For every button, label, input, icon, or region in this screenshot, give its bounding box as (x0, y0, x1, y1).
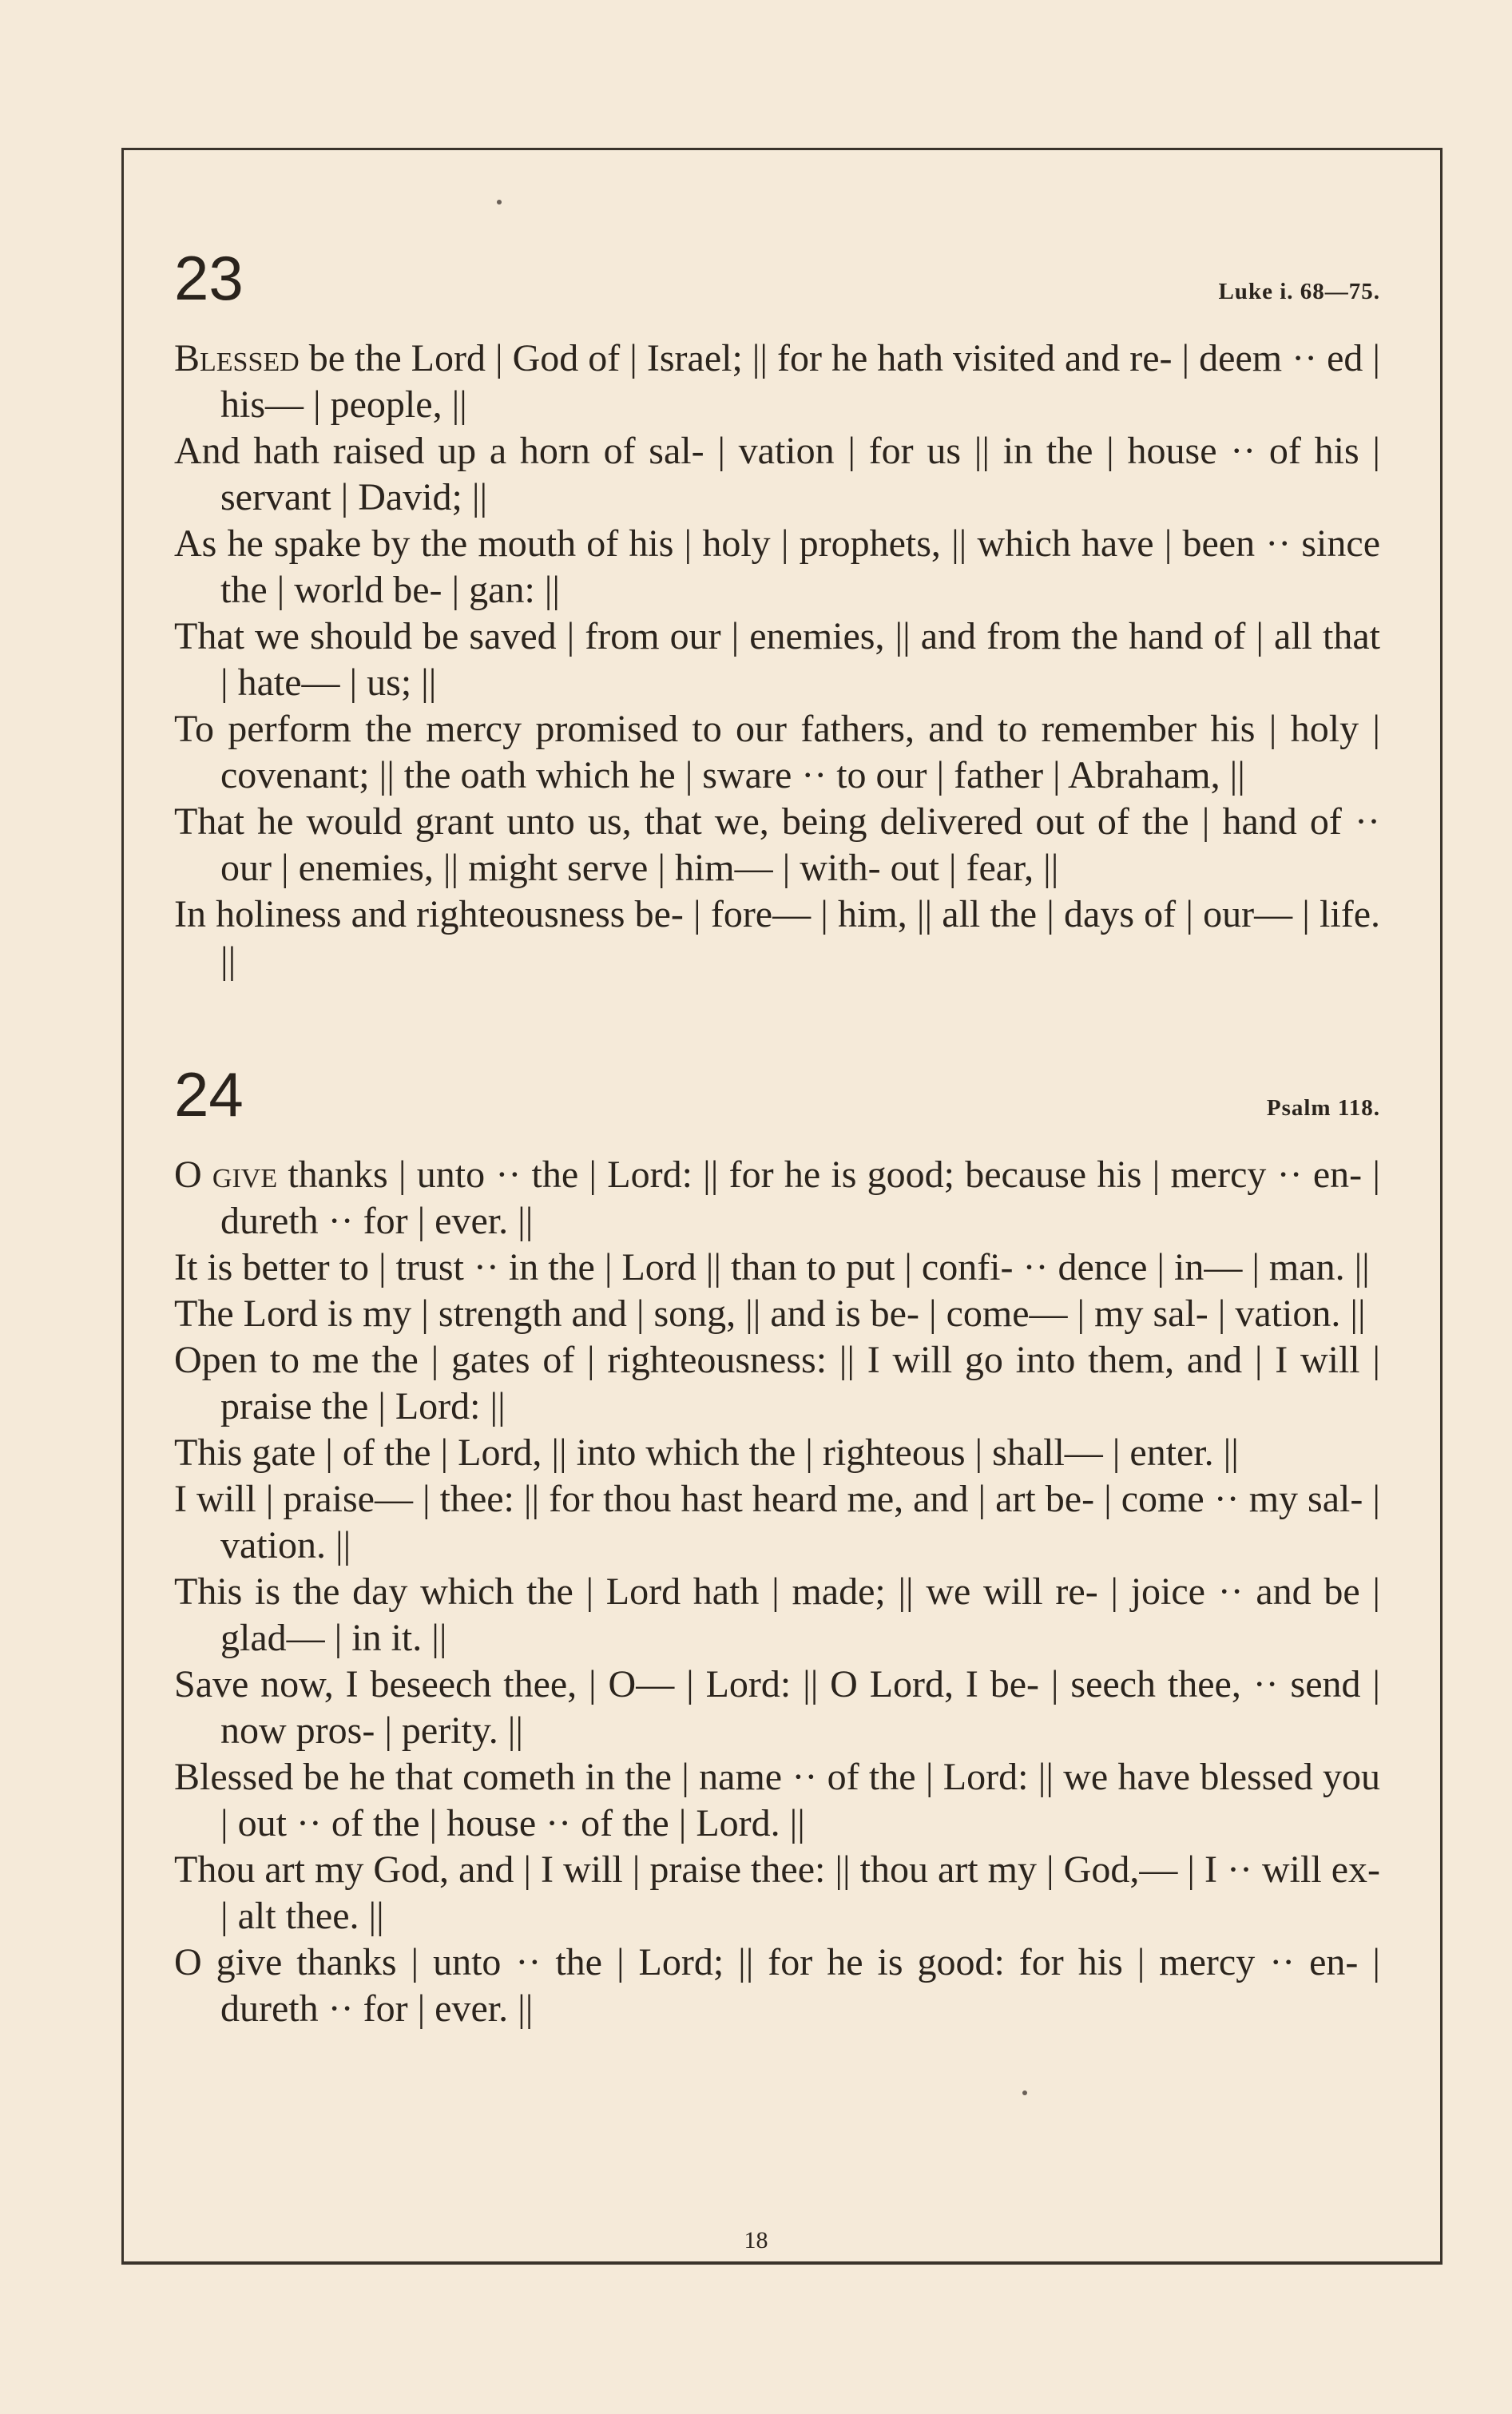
chant-source-reference: Luke i. 68—75. (1218, 279, 1380, 304)
page-number: 18 (744, 2227, 768, 2253)
chant-number: 23 (174, 243, 244, 313)
verse: Blessed be he that cometh in the | name ·· of the | Lord: || we have blessed you | out ·· of the | house ·· of the | Lord. || (174, 1756, 1380, 1844)
verse: It is better to | trust ·· in the | Lord || than to put | confi- ·· dence | in— | man. || (174, 1246, 1370, 1288)
stray-ink-mark (497, 200, 502, 204)
page-frame-right-edge (1440, 148, 1443, 2265)
verse: That we should be saved | from our | enemies, || and from the hand of | all that | hate— | us; || (174, 615, 1380, 704)
verse (174, 335, 1380, 428)
page-content (174, 240, 1380, 2032)
verse: Open to me the | gates of | righteousness: || I will go into them, and | I will | praise the | Lord: || (174, 1339, 1380, 1427)
verse: Thou art my God, and | I will | praise thee: || thou art my | God,— | I ·· will ex- | alt thee. || (174, 1848, 1380, 1937)
stray-ink-mark (1022, 2090, 1027, 2095)
verse: That he would grant unto us, that we, being delivered out of the | hand of ·· our | enemies, || might serve | him— | with- out | fear, || (174, 800, 1380, 889)
verse-text: thanks | unto ·· the | Lord: || for he is good; because his | mercy ·· en- | dureth ·· for | ever. || (220, 1153, 1380, 1242)
verse: This is the day which the | Lord hath | made; || we will re- | joice ·· and be | glad— | in it. || (174, 1570, 1380, 1659)
verse: In holiness and righteousness be- | fore— | him, || all the | days of | our— | life. || (174, 893, 1380, 982)
verse: As he spake by the mouth of his | holy | prophets, || which have | been ·· since the | world be- | gan: || (174, 522, 1380, 611)
opening-word: O give (174, 1153, 278, 1196)
chant-number: 24 (174, 1059, 244, 1130)
opening-word: Blessed (174, 337, 300, 379)
chant-header (174, 1056, 1380, 1152)
verse: And hath raised up a horn of sal- | vation | for us || in the | house ·· of his | servant | David; || (174, 430, 1380, 518)
chant-header (174, 240, 1380, 335)
verse: Save now, I beseech thee, | O— | Lord: || O Lord, I be- | seech thee, ·· send | now pros- | perity. || (174, 1663, 1380, 1752)
verse: O give thanks | unto ·· the | Lord; || for he is good: for his | mercy ·· en- | dureth ·· for | ever. || (174, 1941, 1380, 2030)
chant-source-reference: Psalm 118. (1266, 1095, 1380, 1121)
verse (174, 1152, 1380, 1245)
verse: This gate | of the | Lord, || into which the | righteous | shall— | enter. || (174, 1431, 1239, 1474)
verse: I will | praise— | thee: || for thou hast heard me, and | art be- | come ·· my sal- | vation. || (174, 1478, 1380, 1566)
verse: To perform the mercy promised to our fathers, and to remember his | holy | covenant; || the oath which he | sware ·· to our | father | Abraham, || (174, 708, 1380, 796)
chant-24 (174, 1056, 1380, 2032)
verse: The Lord is my | strength and | song, || and is be- | come— | my sal- | vation. || (174, 1292, 1366, 1335)
chant-23 (174, 240, 1380, 984)
verse-text: be the Lord | God of | Israel; || for he hath visited and re- | deem ·· ed | his— | people, || (220, 337, 1380, 426)
